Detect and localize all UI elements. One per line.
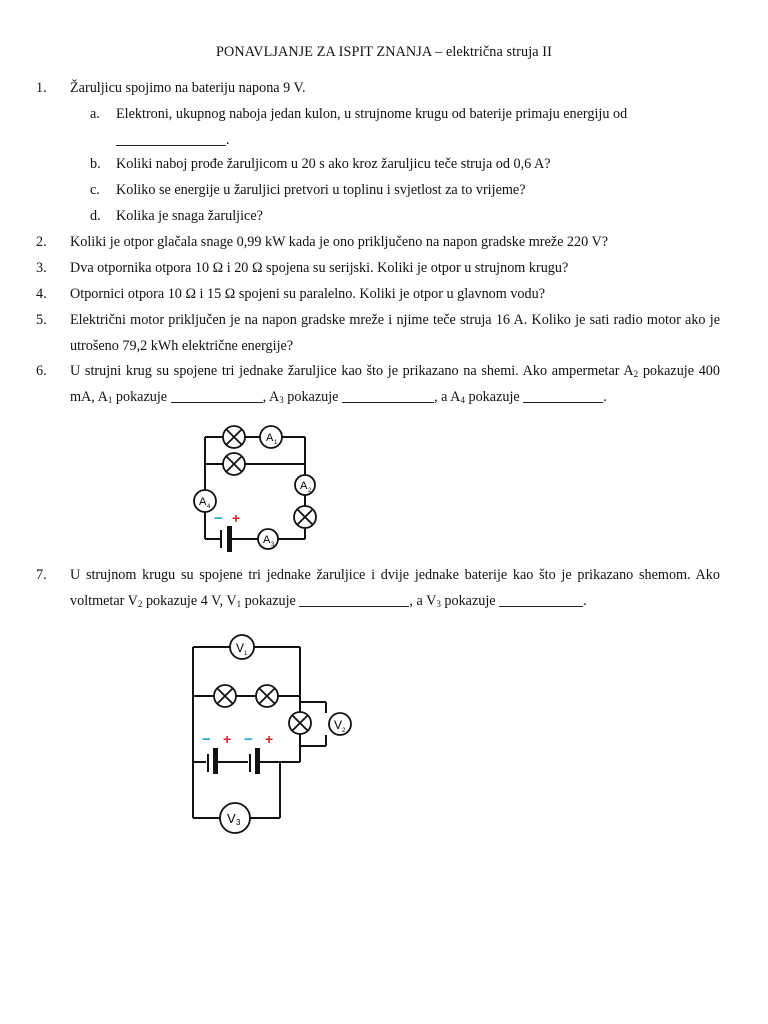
text-segment: , a A (434, 389, 461, 405)
subquestion-text: Koliko se energije u žaruljici pretvori u toplinu i svjetlost za to vrijeme? (116, 182, 526, 198)
subscript: 2 (137, 599, 143, 609)
bulb-icon (289, 712, 311, 734)
question-text: Žaruljicu spojimo na bateriju napona 9 V. (70, 80, 306, 96)
question-7 (36, 562, 720, 614)
ammeter-a2 (295, 475, 315, 495)
answer-blank-v3[interactable] (499, 592, 583, 607)
battery-plus-sign: + (265, 731, 274, 747)
subscript: 3 (436, 599, 441, 609)
question-3 (36, 255, 720, 281)
battery-minus-sign: − (202, 731, 211, 748)
sentence-end: . (583, 593, 587, 609)
question-text: Dva otpornika otpora 10 Ω i 20 Ω spojena su serijski. Koliki je otpor u strujnom krugu? (70, 260, 569, 276)
battery-plus-sign: + (232, 510, 241, 526)
text-segment: pokazuje (440, 593, 500, 609)
svg-text:2: 2 (308, 488, 312, 494)
bulb-icon (223, 453, 245, 475)
svg-text:A: A (199, 496, 207, 508)
bulb-icon (214, 685, 236, 707)
question-text: Električni motor priključen je na napon gradske mreže i njime teče struja 16 A. Koliko je sati radio motor ako je utrošeno 79,2 kWh električne energije? (70, 312, 720, 354)
text-segment: , A (262, 389, 280, 405)
text-segment: pokazuje (283, 389, 343, 405)
answer-blank[interactable] (116, 131, 226, 146)
svg-text:1: 1 (244, 651, 248, 657)
svg-text:V: V (236, 641, 245, 655)
battery-icon (202, 731, 231, 774)
ammeter-a1 (260, 426, 282, 448)
subscript: 3 (279, 395, 284, 405)
subquestion-text: Elektroni, ukupnog naboja jedan kulon, u strujnome krugu od baterije primaju energiju od (116, 106, 628, 122)
voltmeter-v3 (220, 803, 250, 833)
ammeter-a3 (258, 529, 278, 549)
page-title: PONAVLJANJE ZA ISPIT ZNANJA – električna struja II (216, 44, 552, 60)
battery-icon (244, 731, 273, 774)
text-segment: pokazuje 400 mA, A (70, 363, 720, 405)
text-segment: pokazuje (112, 389, 171, 405)
question-text (70, 562, 720, 614)
svg-text:1: 1 (274, 440, 278, 446)
subquestion-label: c. (90, 182, 100, 198)
battery-icon (214, 510, 240, 552)
battery-minus-sign: − (244, 731, 253, 748)
text-segment: U strujni krug su spojene tri jednake žaruljice kao što je prikazano na shemi. Ako ampermetar A (70, 363, 634, 379)
ammeter-a4 (194, 490, 216, 512)
svg-text:A: A (266, 432, 274, 444)
svg-text:3: 3 (236, 818, 241, 827)
text-segment: , a V (409, 593, 437, 609)
answer-blank-a4[interactable] (523, 388, 603, 403)
subquestion-label: b. (90, 156, 101, 172)
svg-text:A: A (300, 480, 308, 492)
question-text: Otpornici otpora 10 Ω i 15 Ω spojeni su paralelno. Koliki je otpor u glavnom vodu? (70, 286, 546, 302)
question-1a (90, 101, 720, 153)
subquestion-label: d. (90, 208, 101, 224)
svg-text:4: 4 (207, 504, 211, 510)
question-5 (36, 307, 720, 359)
answer-blank-v1[interactable] (299, 592, 409, 607)
subquestion-text-wrap (116, 101, 720, 153)
question-number: 2. (36, 234, 47, 250)
question-1c (90, 177, 720, 203)
svg-text:V: V (227, 811, 236, 826)
bulb-icon (223, 426, 245, 448)
question-number: 3. (36, 260, 47, 276)
svg-text:2: 2 (342, 728, 346, 734)
battery-minus-sign: − (214, 510, 223, 527)
text-segment: pokazuje 4 V, V (142, 593, 237, 609)
question-2 (36, 229, 720, 255)
question-6 (36, 358, 720, 410)
question-number: 7. (36, 567, 47, 583)
question-1 (36, 75, 720, 101)
question-1d (90, 203, 720, 229)
subscript: 2 (633, 369, 639, 379)
subquestion-text: Kolika je snaga žaruljice? (116, 208, 263, 224)
subquestion-label: a. (90, 106, 100, 122)
text-segment: pokazuje (241, 593, 300, 609)
question-number: 4. (36, 286, 47, 302)
sentence-end: . (603, 389, 607, 405)
circuit-diagram-q7 (180, 626, 360, 846)
subquestion-text: Koliki naboj prođe žaruljicom u 20 s ako kroz žaruljicu teče struja od 0,6 A? (116, 156, 551, 172)
circuit-diagram-q6 (186, 420, 356, 560)
subscript: 1 (236, 599, 242, 609)
bulb-icon (256, 685, 278, 707)
answer-blank-a3[interactable] (342, 388, 434, 403)
question-text (70, 358, 720, 410)
voltmeter-v2 (329, 713, 351, 735)
sentence-end: . (226, 132, 230, 148)
subscript: 4 (460, 395, 465, 405)
voltmeter-v1 (230, 635, 254, 659)
question-text: Koliki je otpor glačala snage 0,99 kW kada je ono priključeno na napon gradske mreže 220 V? (70, 234, 609, 250)
question-number: 1. (36, 80, 47, 96)
question-number: 5. (36, 312, 47, 328)
question-number: 6. (36, 363, 47, 379)
text-segment: pokazuje (464, 389, 524, 405)
question-1b (90, 151, 720, 177)
bulb-icon (294, 506, 316, 528)
svg-text:3: 3 (271, 542, 275, 548)
svg-text:A: A (263, 534, 271, 546)
battery-plus-sign: + (223, 731, 232, 747)
answer-blank-a1[interactable] (171, 388, 263, 403)
svg-text:V: V (334, 718, 343, 732)
question-4 (36, 281, 720, 307)
subscript: 1 (107, 395, 113, 405)
text-segment: U strujnom krugu su spojene tri jednake žaruljice i dvije jednake baterije kao što je prikazano shemom. Ako voltmetar V (70, 567, 720, 609)
